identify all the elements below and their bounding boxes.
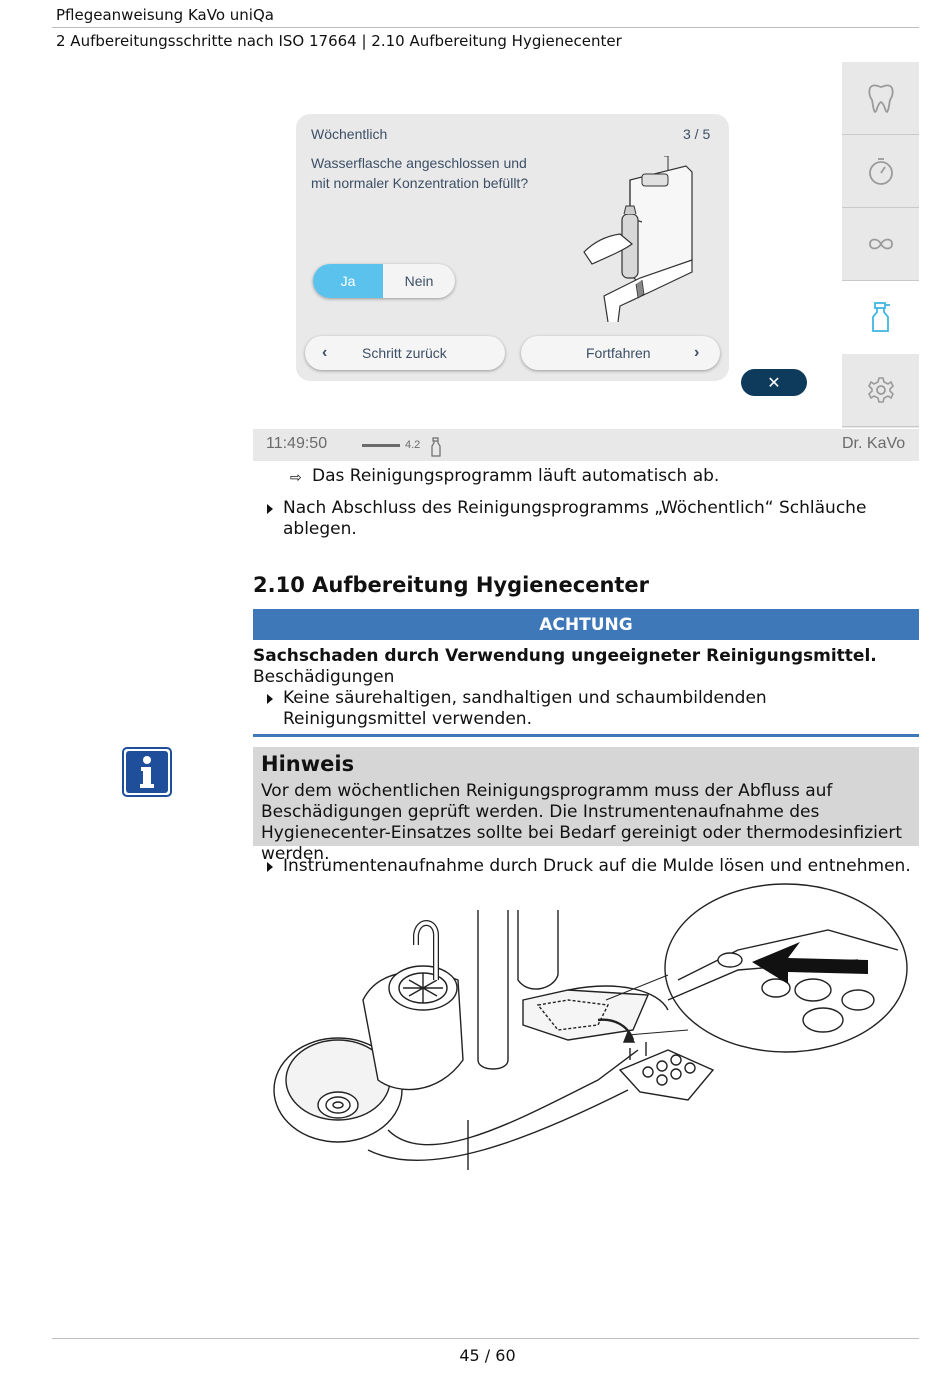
warning-consequence: Beschädigungen [253, 667, 395, 687]
warning-label: ACHTUNG [253, 609, 919, 640]
continue-button[interactable] [521, 336, 720, 370]
tooth-icon[interactable] [842, 62, 919, 135]
close-button[interactable]: ✕ [741, 369, 807, 396]
footer-divider [52, 1338, 919, 1339]
dialog-title: Wöchentlich [311, 126, 388, 142]
chevron-right-icon: › [694, 344, 700, 361]
status-version: 4.2 [405, 439, 421, 451]
chevron-left-icon: ‹ [322, 344, 328, 361]
back-step-label: Schritt zurück [362, 345, 447, 361]
step-lay-down-hoses: Nach Abschluss des Reinigungsprogramms „Wöchentlich“ Schläuche ablegen. [283, 498, 867, 539]
yes-no-toggle[interactable] [313, 264, 455, 298]
stopwatch-icon[interactable] [842, 135, 919, 208]
warning-end-rule [253, 734, 919, 737]
toggle-yes-option[interactable]: Ja [313, 264, 383, 298]
continue-label: Fortfahren [586, 345, 651, 361]
result-text: Das Reinigungsprogramm läuft automatisch ab. [312, 466, 720, 486]
note-body: Vor dem wöchentlichen Reinigungsprogramm muss der Abfluss auf Beschädigungen geprüft werden. Die Instrumentenaufnahme des Hygienecenter-Einsatzes sollte bei Bedarf gereinigt oder thermodesinfiziert werden. [261, 781, 903, 864]
breadcrumb: 2 Aufbereitungsschritte nach ISO 17664 | 2.10 Aufbereitung Hygienecenter [56, 32, 622, 50]
warning-title: Sachschaden durch Verwendung ungeeigneter Reinigungsmittel. [253, 646, 877, 666]
status-progress-bar [362, 444, 400, 447]
spray-bottle-icon[interactable] [842, 281, 919, 354]
info-icon [122, 747, 172, 797]
warning-step: Keine säurehaltigen, sandhaltigen und schaumbildenden Reinigungsmittel verwenden. [283, 688, 767, 729]
step-remove-instrument-holder: Instrumentenaufnahme durch Druck auf die Mulde lösen und entnehmen. [283, 856, 911, 876]
bottle-status-icon [430, 437, 442, 457]
dialog-question: Wasserflasche angeschlossen und mit normaler Konzentration befüllt? [311, 155, 529, 191]
header-divider [52, 27, 919, 28]
document-title: Pflegeanweisung KaVo uniQa [56, 6, 274, 24]
page-number: 45 / 60 [459, 1346, 516, 1365]
water-bottle-illustration [580, 156, 694, 322]
device-status-bar [253, 429, 919, 461]
back-step-button[interactable] [305, 336, 505, 370]
toggle-no-option[interactable]: Nein [404, 273, 434, 289]
status-time: 11:49:50 [266, 435, 328, 452]
note-title: Hinweis [261, 752, 355, 776]
status-user: Dr. KaVo [842, 435, 906, 452]
section-heading: 2.10 Aufbereitung Hygienecenter [253, 573, 650, 597]
step-bullet-icon [267, 504, 273, 514]
gear-icon[interactable] [842, 354, 919, 427]
dialog-step-counter: 3 / 5 [683, 126, 711, 142]
step-bullet-icon [267, 694, 273, 704]
infinity-icon[interactable] [842, 208, 919, 281]
hygiene-center-illustration [268, 880, 913, 1175]
step-bullet-icon [267, 862, 273, 872]
device-sidebar [842, 62, 919, 428]
result-arrow-icon: ⇨ [290, 470, 302, 486]
